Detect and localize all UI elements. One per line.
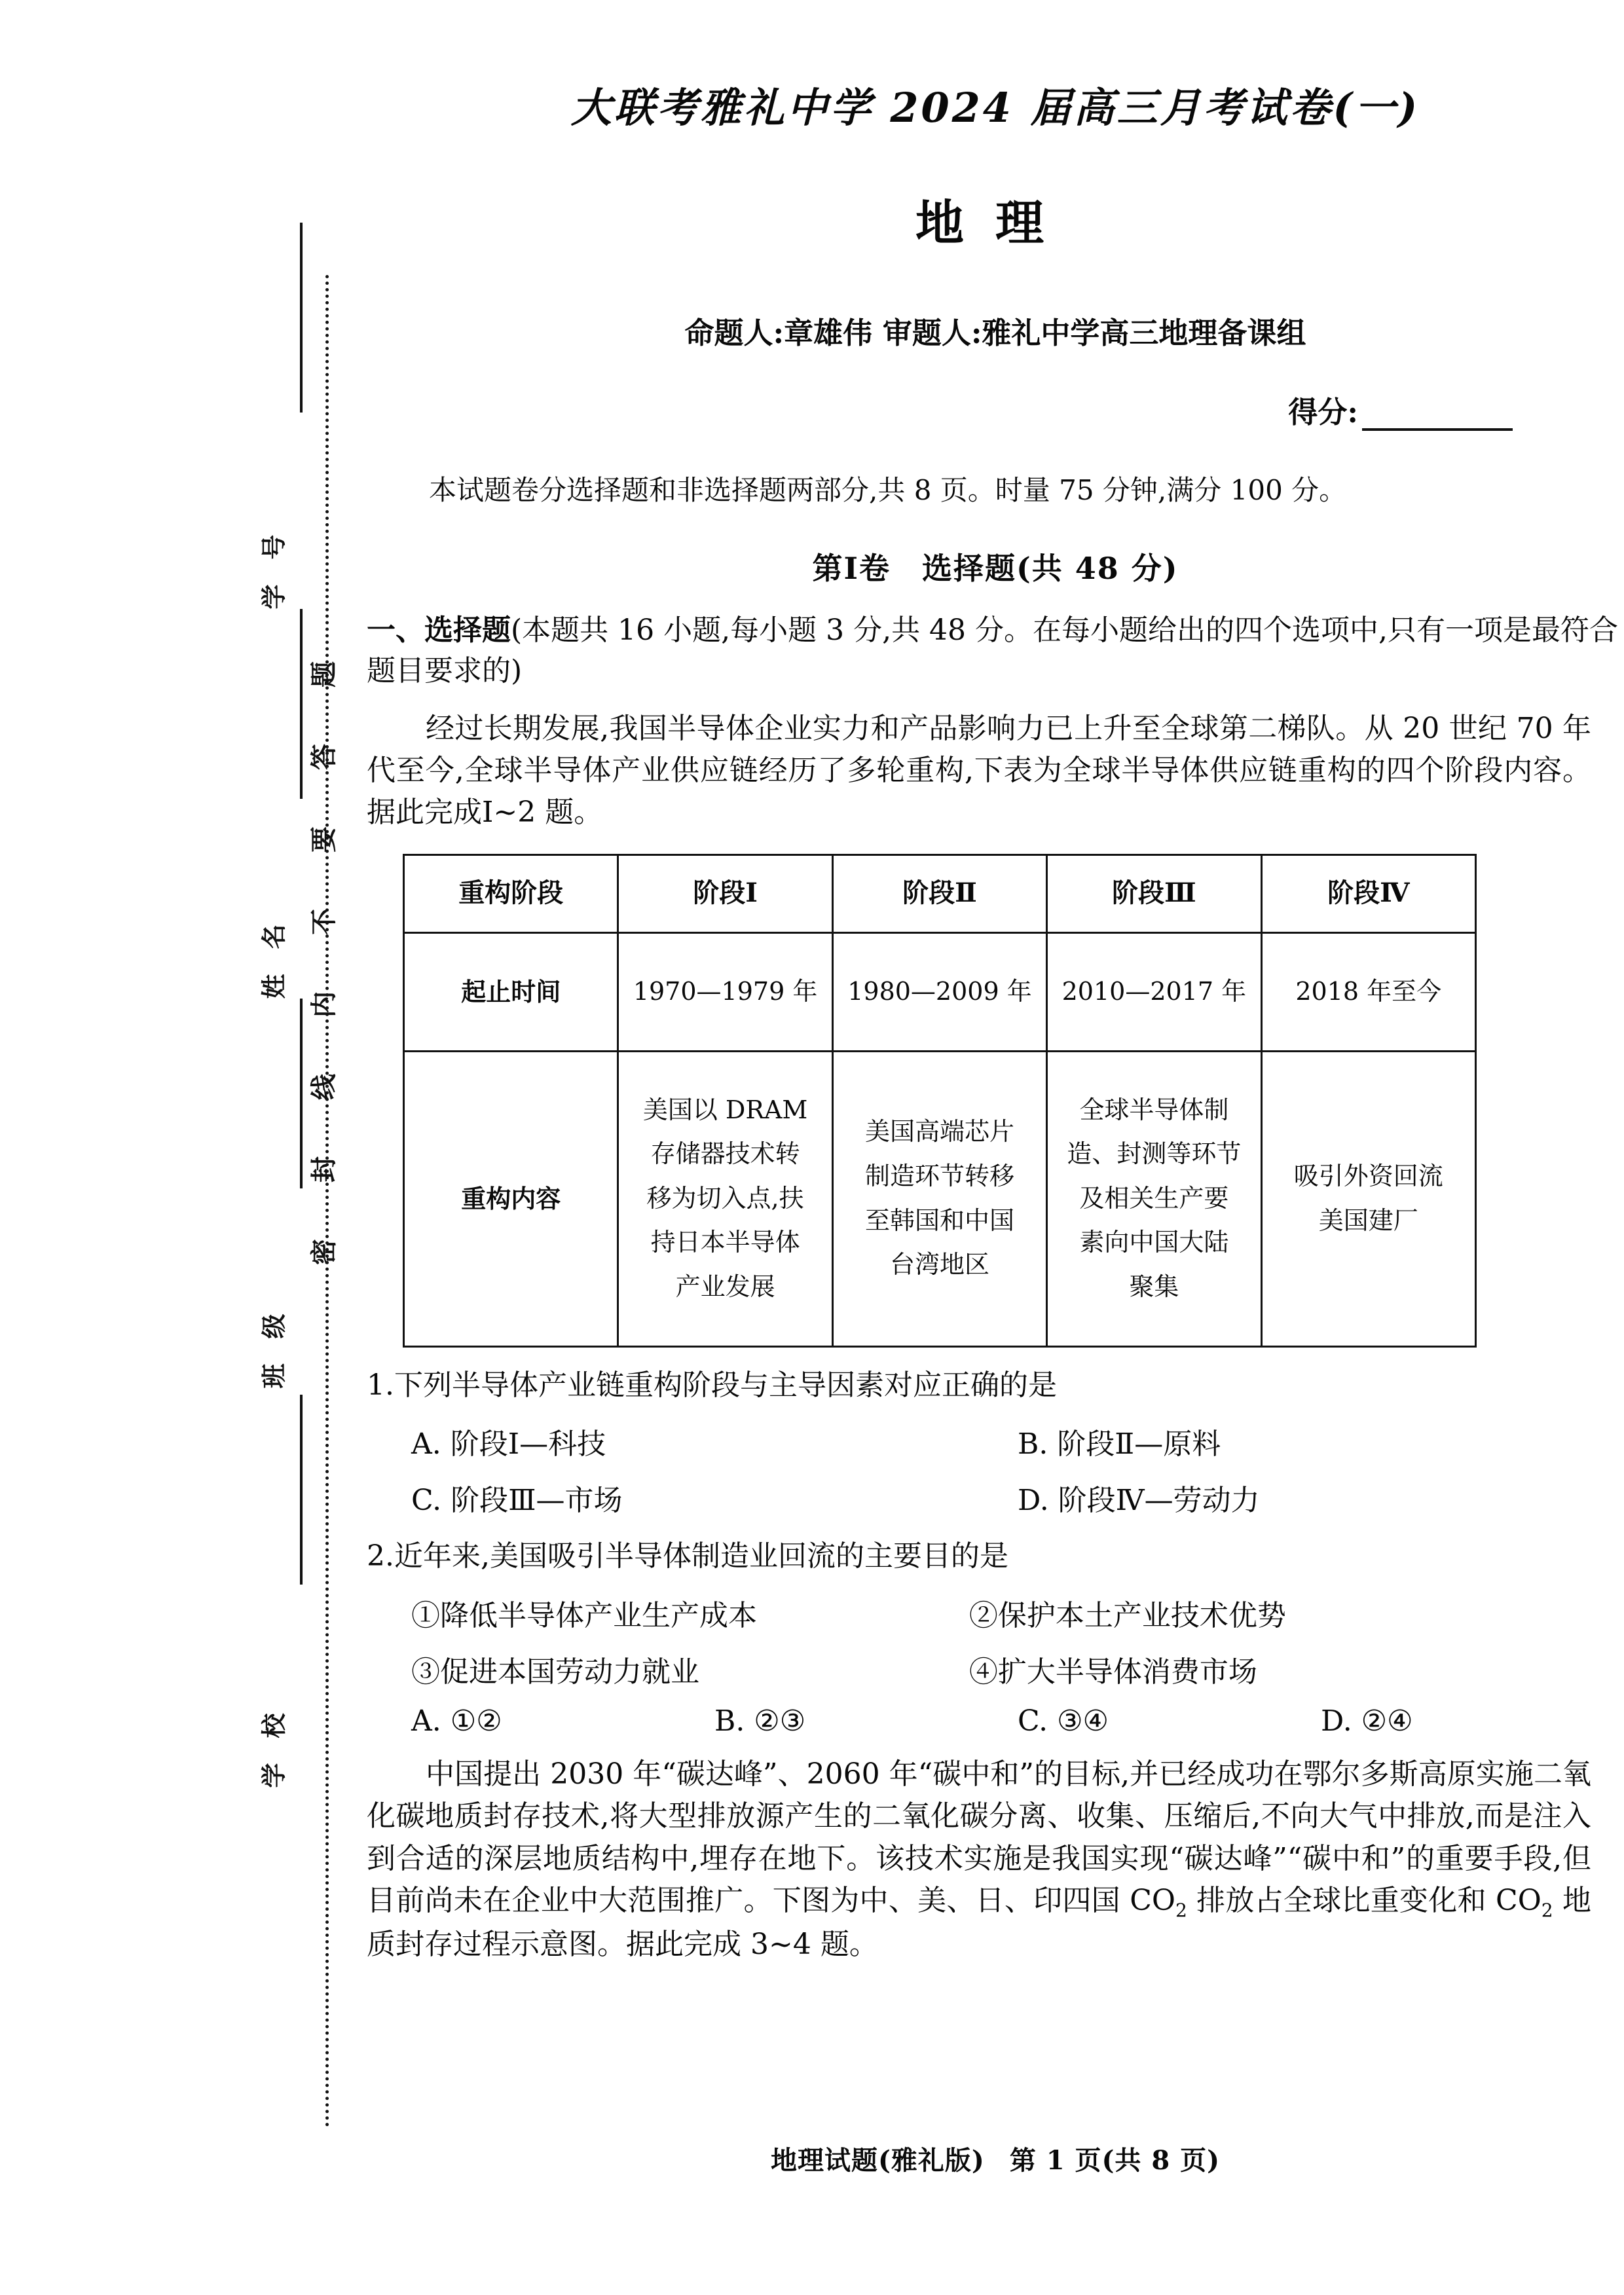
student-id-field[interactable] <box>216 534 327 610</box>
table-header-row <box>404 854 1476 932</box>
co2-subscript: 2 <box>1541 1899 1553 1921</box>
question-2-statement-1: ①降低半导体产业生产成本 <box>411 1599 757 1633</box>
table-col-header: 阶段Ⅳ <box>1261 854 1475 932</box>
seal-char: 线 <box>308 1074 339 1100</box>
question-2-number: 2. <box>367 1539 394 1573</box>
student-name-field[interactable] <box>216 924 327 999</box>
student-info-fields <box>216 216 327 2115</box>
table-cell <box>832 1051 1046 1346</box>
table-col-header: 阶段Ⅰ <box>618 854 832 932</box>
question-1-options-row-2 <box>411 1477 1624 1518</box>
question-2-option-c[interactable]: C. ③④ <box>1018 1704 1109 1738</box>
score-box <box>367 388 1624 431</box>
table-cell-line: 素向中国大陆 <box>1079 1228 1229 1257</box>
table-cell-line: 至韩国和中国 <box>864 1205 1014 1235</box>
school-rule <box>300 1395 303 1585</box>
question-2-text: 近年来,美国吸引半导体制造业回流的主要目的是 <box>394 1539 1008 1573</box>
page-footer <box>367 2140 1624 2177</box>
table-row <box>404 1051 1476 1346</box>
student-id-rule <box>300 223 303 413</box>
table-row-label: 重构内容 <box>404 1051 618 1346</box>
question-1-options-row-1 <box>411 1420 1624 1462</box>
footer-paper-name: 地理试题(雅礼版) <box>770 2145 985 2176</box>
question-1-option-d[interactable]: D. 阶段Ⅳ—劳动力 <box>1018 1484 1260 1518</box>
stage-table-wrapper <box>403 854 1477 1348</box>
table-cell-line: 及相关生产要 <box>1079 1183 1229 1213</box>
table-cell-line: 台湾地区 <box>889 1250 989 1279</box>
section-one-label: 一、选择题 <box>367 614 511 647</box>
school-label: 学 校 <box>259 1713 289 1788</box>
question-2-option-d[interactable]: D. ②④ <box>1321 1704 1413 1738</box>
question-1-option-b[interactable]: B. 阶段Ⅱ—原料 <box>1018 1427 1221 1461</box>
co2-subscript: 2 <box>1175 1899 1187 1921</box>
question-2-option-b[interactable]: B. ②③ <box>714 1704 806 1738</box>
table-row-label: 起止时间 <box>404 932 618 1051</box>
table-col-header: 阶段Ⅲ <box>1047 854 1261 932</box>
passage-two <box>367 1753 1624 1966</box>
sealing-margin <box>0 0 367 2295</box>
seal-char: 要 <box>308 826 339 853</box>
table-cell-line: 美国以 DRAM <box>642 1095 808 1124</box>
question-2-stem <box>367 1535 1624 1577</box>
class-label: 班 级 <box>259 1313 289 1389</box>
seal-char: 题 <box>308 661 339 688</box>
class-field[interactable] <box>216 1313 327 1389</box>
student-id-label: 学 号 <box>259 534 289 610</box>
passage-two-part-a: 中国提出 2030 年“碳达峰”、2060 年“碳中和”的目标,并已经成功在鄂尔多斯高原实施二氧化碳地质封存技术,将大型排放源产生的二氧化碳分离、收集、压缩后,不向大气中排放,而是注入到合适的深层地质结构中,埋存在地下。该技术实施是我国实现“碳达峰”“碳中和”的重要手段,但目前尚未在企业中大范围推广。下图为中、美、日、印四国 CO <box>367 1757 1591 1917</box>
question-1-option-a[interactable]: A. 阶段Ⅰ—科技 <box>411 1427 606 1461</box>
school-field[interactable] <box>216 1713 327 1788</box>
seal-char: 封 <box>308 1156 339 1183</box>
exam-content <box>367 0 1624 2295</box>
footer-page-number: 第 1 页(共 8 页) <box>1009 2145 1221 2176</box>
score-write-rule[interactable] <box>1362 406 1513 431</box>
passage-two-part-c: 地质封存过程示意图。据此完成 3~4 题。 <box>367 1883 1591 1961</box>
part-one-title: 第Ⅰ卷 选择题(共 48 分) <box>812 551 1179 586</box>
table-col-header: 阶段Ⅱ <box>832 854 1046 932</box>
question-2-statement-4: ④扩大半导体消费市场 <box>969 1655 1257 1689</box>
table-cell-line: 全球半导体制 <box>1079 1095 1229 1124</box>
table-cell-line: 聚集 <box>1129 1272 1179 1302</box>
score-label: 得分: <box>1288 395 1358 430</box>
table-cell-line: 美国建厂 <box>1318 1205 1418 1235</box>
question-1-text: 下列半导体产业链重构阶段与主导因素对应正确的是 <box>394 1368 1057 1402</box>
byline: 命题人:章雄伟 审题人:雅礼中学高三地理备课组 <box>684 316 1306 350</box>
exam-notice: 本试题卷分选择题和非选择题两部分,共 8 页。时量 75 分钟,满分 100 分。 <box>429 474 1347 506</box>
table-cell-line: 吸引外资回流 <box>1293 1162 1443 1191</box>
question-1-number: 1. <box>367 1368 394 1402</box>
question-2-statement-3: ③促进本国劳动力就业 <box>411 1655 699 1689</box>
student-name-label: 姓 名 <box>259 924 289 999</box>
table-cell <box>618 1051 832 1346</box>
section-one-detail: (本题共 16 小题,每小题 3 分,共 48 分。在每小题给出的四个选项中,只有一项是最符合题目要求的) <box>367 614 1619 688</box>
question-2-statements-row-1 <box>411 1592 1624 1634</box>
semiconductor-stage-table <box>403 854 1477 1348</box>
table-cell-line: 制造环节转移 <box>864 1162 1014 1191</box>
seal-char: 答 <box>308 744 339 770</box>
question-2-option-a[interactable]: A. ①② <box>411 1704 502 1738</box>
table-cell-line: 持日本半导体 <box>650 1228 800 1257</box>
table-cell: 1980—2009 年 <box>832 932 1046 1051</box>
table-cell-line: 存储器技术转 <box>650 1139 800 1169</box>
class-rule <box>300 999 303 1188</box>
student-name-rule <box>300 609 303 799</box>
table-col-header: 重构阶段 <box>404 854 618 932</box>
seal-char: 内 <box>308 991 339 1018</box>
table-cell <box>1047 1051 1261 1346</box>
table-cell-line: 产业发展 <box>675 1272 775 1302</box>
table-cell <box>1261 1051 1475 1346</box>
question-2-options-row <box>411 1704 1624 1738</box>
table-cell-line: 美国高端芯片 <box>864 1117 1014 1147</box>
seal-char: 密 <box>308 1239 339 1265</box>
table-cell: 2010—2017 年 <box>1047 932 1261 1051</box>
passage-one: 经过长期发展,我国半导体企业实力和产品影响力已上升至全球第二梯队。从 20 世纪 70 年代至今,全球半导体产业供应链经历了多轮重构,下表为全球半导体供应链重构的四个阶段内容。据此完成Ⅰ~2 题。 <box>367 711 1591 830</box>
table-cell: 2018 年至今 <box>1261 932 1475 1051</box>
table-cell-line: 造、封测等环节 <box>1067 1139 1242 1169</box>
question-1-option-c[interactable]: C. 阶段Ⅲ—市场 <box>411 1484 623 1518</box>
subject-title: 地理 <box>915 195 1075 251</box>
question-2-statement-2: ②保护本土产业技术优势 <box>969 1599 1286 1633</box>
table-cell-line: 移为切入点,扶 <box>646 1183 804 1213</box>
section-one-heading <box>367 610 1624 692</box>
table-cell: 1970—1979 年 <box>618 932 832 1051</box>
passage-two-part-b: 排放占全球比重变化和 CO <box>1187 1883 1541 1917</box>
exam-title: 大联考雅礼中学 2024 届高三月考试卷(一) <box>570 84 1420 132</box>
table-row <box>404 932 1476 1051</box>
seal-char: 不 <box>308 909 339 935</box>
question-1-stem <box>367 1365 1624 1406</box>
question-2-statements-row-2 <box>411 1648 1624 1690</box>
